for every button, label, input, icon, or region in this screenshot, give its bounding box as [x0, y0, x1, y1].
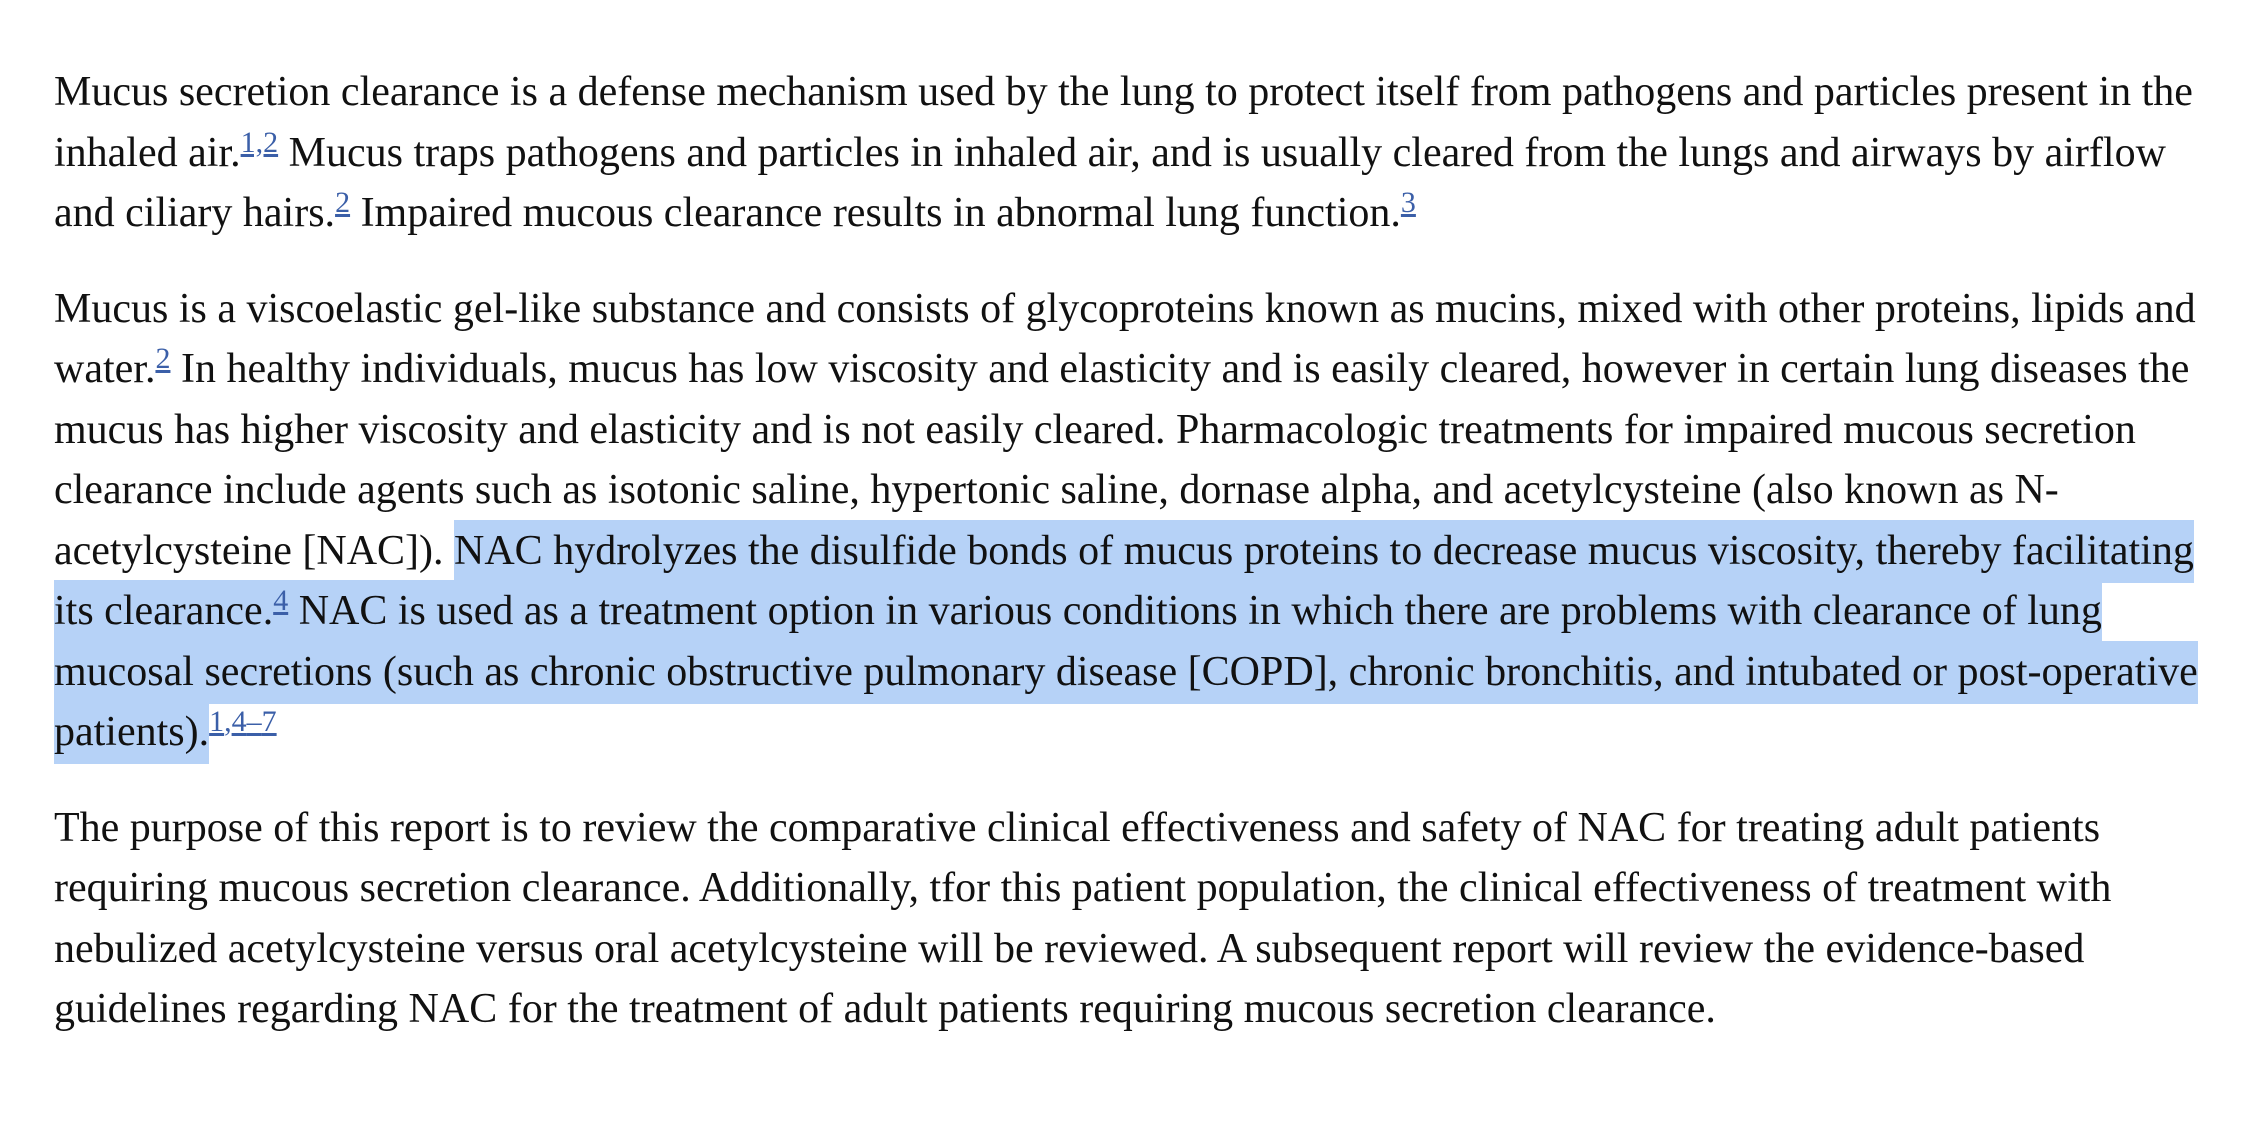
citation-range-dash: –: [246, 705, 262, 738]
citation-link[interactable]: 4: [273, 584, 289, 617]
citation-link[interactable]: 1: [209, 705, 225, 738]
citation-link[interactable]: 3: [1400, 186, 1416, 219]
paragraph-2-text-b: In healthy individuals, mucus has low viscosity and elasticity and is easily cleared, however in certain lung diseases the mucus has higher viscosity and elasticity and is not easily cleared. Pharmacologic treatments for impaired mucous secretion clearance include agents such as isotonic saline, hypertonic saline, dornase alpha, and acetylcysteine (also known as N-acetylcysteine [NAC]).: [54, 346, 2190, 574]
citation-link[interactable]: 4: [231, 705, 247, 738]
citation-link[interactable]: 7: [261, 705, 277, 738]
document-body: [54, 62, 2224, 1075]
citation-link[interactable]: 2: [155, 342, 171, 375]
selected-text-a: NAC hydrolyzes the disulfide bonds of mucus proteins to decrease mucus viscosity, thereby facilitating its clearance.: [54, 527, 2194, 634]
paragraph-2-text-a: Mucus is a viscoelastic gel-like substance and consists of glycoproteins known as mucins, mixed with other proteins, lipids and water.: [54, 285, 2196, 392]
paragraph-1-text-b: Mucus traps pathogens and particles in inhaled air, and is usually cleared from the lungs and airways by airflow and ciliary hairs.: [54, 129, 2166, 236]
paragraph-1-text-a: Mucus secretion clearance is a defense mechanism used by the lung to protect itself from pathogens and particles present in the inhaled air.: [54, 69, 2193, 176]
paragraph-3-text: The purpose of this report is to review the comparative clinical effectiveness and safety of NAC for treating adult patients requiring mucous secretion clearance. Additionally, tfor this patient population, the clinical effectiveness of treatment with nebulized acetylcysteine versus oral acetylcysteine will be reviewed. A subsequent report will review the evidence-based guidelines regarding NAC for the treatment of adult patients requiring mucous secretion clearance.: [54, 804, 2112, 1032]
citation-link[interactable]: 1,2: [240, 125, 279, 159]
paragraph-1-text-c: Impaired mucous clearance results in abnormal lung function.: [350, 190, 1401, 236]
selected-text-b: NAC is used as a treatment option in various conditions in which there are problems with clearance of lung mucosal secretions (such as chronic obstructive pulmonary disease [COPD], chronic bronchitis, and intubated or post-operative patients).: [54, 588, 2198, 755]
paragraph-3: [54, 798, 2224, 1040]
citation-link[interactable]: 2: [335, 186, 351, 219]
paragraph-1: [54, 62, 2224, 244]
paragraph-2: [54, 279, 2224, 763]
citation-separator: ,: [224, 705, 232, 738]
